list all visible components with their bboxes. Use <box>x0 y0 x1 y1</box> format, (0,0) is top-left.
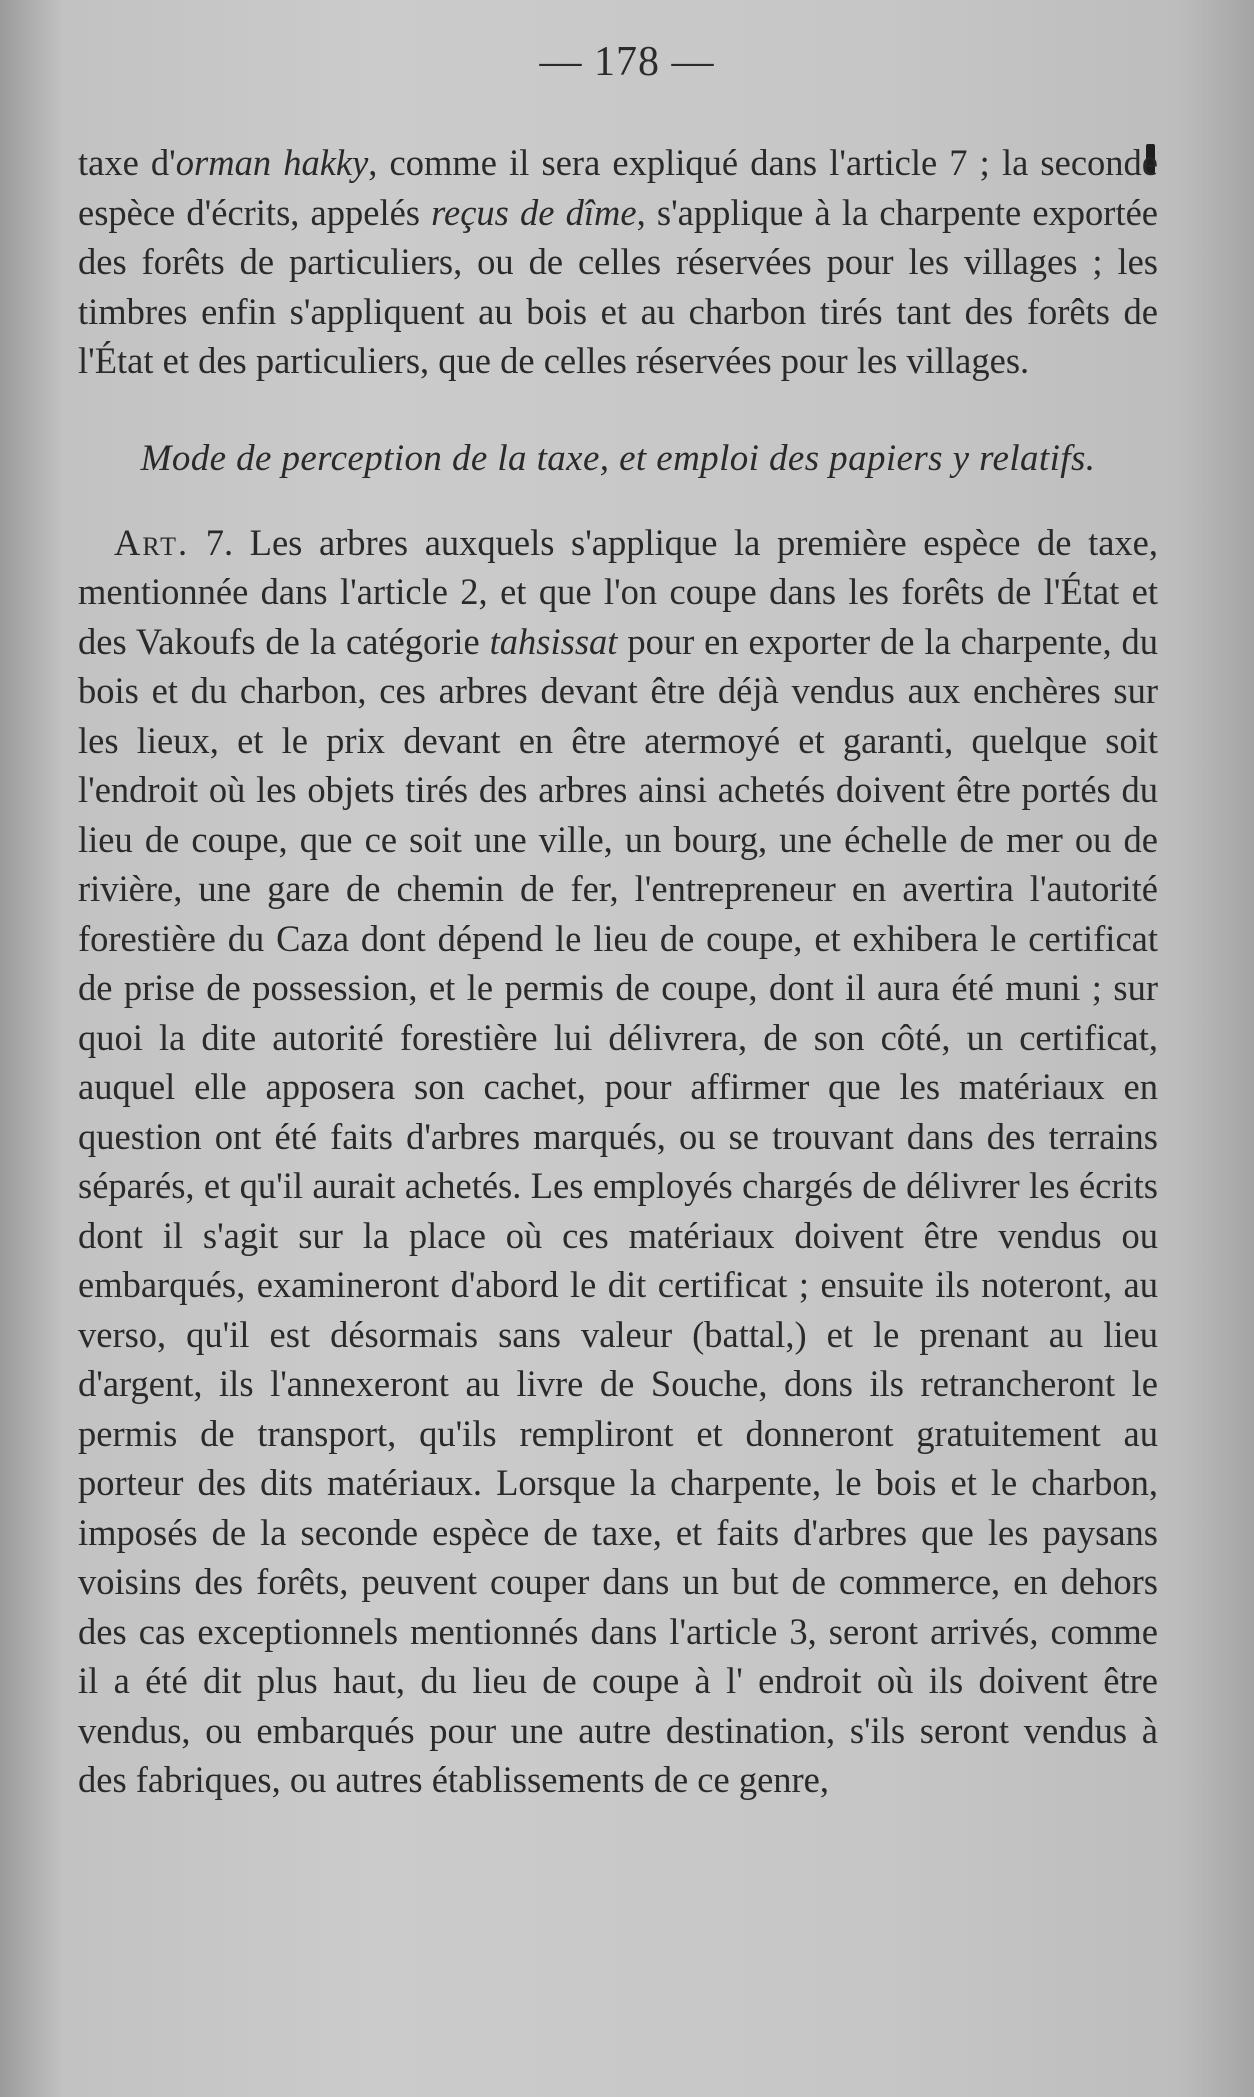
page-number: — 178 — <box>539 39 715 85</box>
p1-text-3: , s'applique à la charpente exportée des forêts de particuliers, ou de celles réservées pour les villages ; les timbres enfin s'appliquent au bois et au charbon tirés tant des forêts de l'État et des particuliers, que de celles réservées pour les villages. <box>78 191 1158 381</box>
p1-term-orman-hakky: orman hakky <box>175 142 369 183</box>
section-heading: Mode de perception de la taxe, et emploi des papiers y relatifs. <box>140 437 1096 479</box>
article-label: Art. <box>114 521 190 563</box>
paragraph-taxe <box>78 138 1158 386</box>
p1-text-1: taxe d' <box>78 142 176 183</box>
art7-text-2: pour en exporter de la charpente, du bois et du charbon, ces arbres devant être déjà vendus aux enchères sur les lieux, et le prix devant en être atermoyé et garanti, quelque soit l'endroit où les objets tirés des arbres ainsi achetés doivent être portés du lieu de coupe, que ce soit une ville, un bourg, une échelle de mer ou de rivière, une gare de chemin de fer, l'entrepreneur en avertira l'autorité forestière du Caza dont dépend le lieu de coupe, et exhibera le certificat de prise de possession, et le permis de coupe, dont il aura été muni ; sur quoi la dite autorité forestière lui délivrera, de son côté, un certificat, auquel elle apposera son cachet, pour affirmer que les matériaux en question ont été faits d'arbres marqués, ou se trouvant dans des terrains séparés, et qu'il aurait achetés. Les employés chargés de délivrer les écrits dont il s'agit sur la place où ces matériaux doivent être vendus ou embarqués, examineront d'abord le dit certificat ; ensuite ils noteront, au verso, qu'il est désormais sans valeur (battal,) et le prenant au lieu d'argent, ils l'annexeront au livre de Souche, dons ils retrancheront le permis de transport, qu'ils rempliront et donneront gratuitement au porteur des dits matériaux. Lorsque la charpente, le bois et le charbon, imposés de la seconde espèce de taxe, et faits d'arbres que les paysans voisins des forêts, peuvent couper dans un but de commerce, en dehors des cas exceptionnels mentionnés dans l'article 3, seront arrivés, comme il a été dit plus haut, du lieu de coupe à l' endroit où ils doivent être vendus, ou embarqués pour une autre destination, s'ils seront vendus à des fabriques, ou autres établissements de ce genre, <box>78 620 1158 1800</box>
p1-term-recus-de-dime: reçus de dîme <box>431 191 637 233</box>
paragraph-article-7 <box>78 518 1158 1805</box>
p1-text-2: , comme il sera expliqué dans l'article 7 ; la seconde espèce d'écrits, appelés <box>78 142 1158 233</box>
page-body <box>78 138 1158 1805</box>
art7-text-1: 7. Les arbres auxquels s'applique la première espèce de taxe, mentionnée dans l'article 2, et que l'on coupe dans les forêts de l'État et des Vakoufs de la catégorie <box>78 521 1158 662</box>
art7-term-tahsissat: tahsissat <box>489 620 618 662</box>
